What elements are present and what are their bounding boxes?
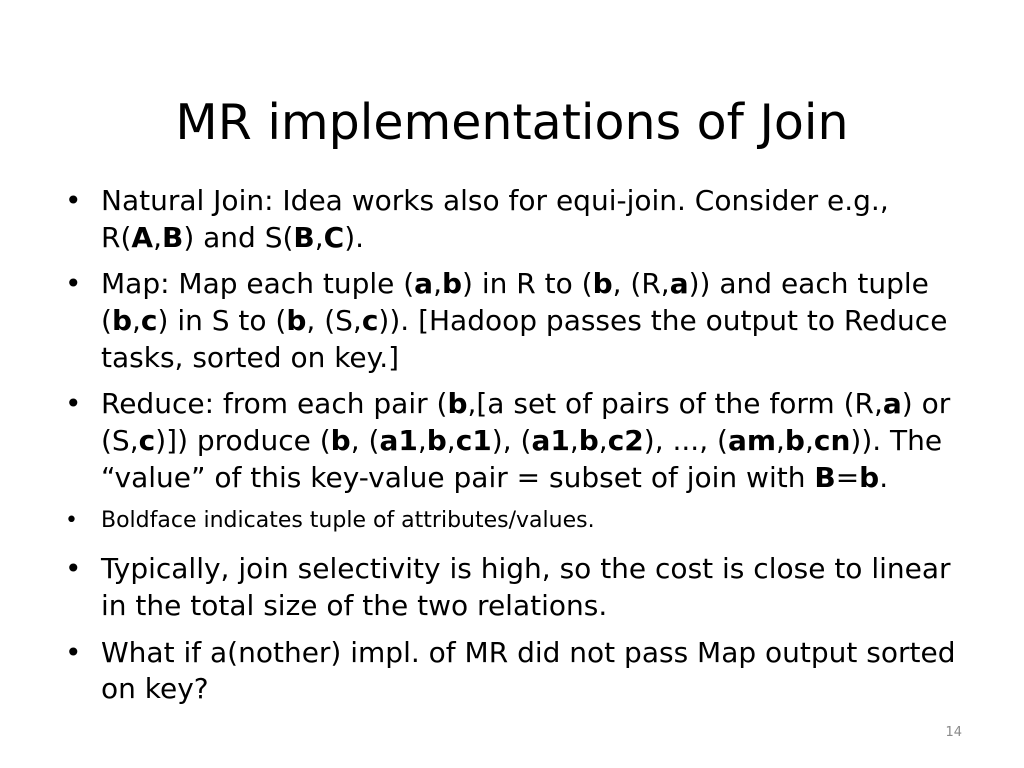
bullet-text xyxy=(101,508,595,533)
text-segment: ) in S to ( xyxy=(157,304,287,338)
bold-segment: a1 xyxy=(379,424,418,458)
bold-segment: c1 xyxy=(455,424,492,458)
bold-segment: a xyxy=(669,267,689,301)
bold-segment: am xyxy=(727,424,777,458)
bullet-item xyxy=(62,551,962,624)
text-segment: , xyxy=(433,267,442,301)
bold-segment: b xyxy=(859,460,880,494)
bold-segment: b xyxy=(447,387,468,421)
text-segment: ,[a set of pairs of the form (R, xyxy=(467,387,883,421)
bullet-icon: • xyxy=(65,387,82,421)
text-segment: , xyxy=(804,424,814,458)
text-segment: Map: Map each tuple ( xyxy=(101,267,415,301)
bold-segment: b xyxy=(592,267,613,301)
text-segment: ) or (S, xyxy=(101,387,951,458)
bold-segment: A xyxy=(131,220,154,254)
bold-segment: b xyxy=(426,424,447,458)
bullet-list xyxy=(62,183,962,718)
text-segment: ), ( xyxy=(491,424,532,458)
bold-segment: B xyxy=(814,460,836,494)
text-segment: ) in R to ( xyxy=(462,267,593,301)
bullet-item xyxy=(62,386,962,496)
bullet-text xyxy=(101,184,889,254)
bold-segment: cn xyxy=(813,424,851,458)
bold-segment: b xyxy=(784,424,805,458)
bold-segment: b xyxy=(286,304,307,338)
bullet-text xyxy=(101,552,951,622)
bullet-icon: • xyxy=(65,267,82,301)
text-segment: )). The “value” of this key-value pair = subset of join with xyxy=(101,424,943,494)
text-segment: ). xyxy=(344,220,365,254)
bold-segment: b xyxy=(578,424,599,458)
text-segment: . xyxy=(879,460,889,494)
bold-segment: b xyxy=(330,424,351,458)
text-segment: Reduce: from each pair ( xyxy=(101,387,448,421)
text-segment: , (R, xyxy=(612,267,670,301)
slide-number: 14 xyxy=(945,725,962,740)
bullet-icon: • xyxy=(65,552,82,586)
bold-segment: B xyxy=(293,220,315,254)
bullet-icon: • xyxy=(65,184,82,217)
text-segment: , xyxy=(153,220,162,254)
text-segment: )) and each tuple ( xyxy=(101,267,929,338)
text-segment: ) and S( xyxy=(183,220,294,254)
text-segment: , xyxy=(776,424,785,458)
text-segment: , ( xyxy=(350,424,380,458)
text-segment: What if a(nother) impl. of MR did not pass Map output sorted on key? xyxy=(101,635,956,706)
bold-segment: B xyxy=(161,220,184,254)
text-segment: , xyxy=(314,220,324,254)
bold-segment: C xyxy=(323,220,345,254)
text-segment: , xyxy=(446,424,456,458)
text-segment: , (S, xyxy=(306,304,362,338)
bold-segment: c xyxy=(140,304,158,338)
bullet-text xyxy=(101,387,950,493)
bullet-item xyxy=(62,183,962,256)
bullet-text xyxy=(101,267,947,373)
bullet-item xyxy=(62,266,962,376)
bold-segment: c xyxy=(361,304,379,338)
text-segment: )]) produce ( xyxy=(155,424,331,458)
text-segment: Natural Join: Idea works also for equi-join. Consider e.g., R( xyxy=(101,184,889,254)
bold-segment: a xyxy=(882,387,902,421)
bold-segment: b xyxy=(111,304,132,338)
slide-title: MR implementations of Join xyxy=(175,93,849,151)
bullet-item xyxy=(62,506,962,537)
bold-segment: c2 xyxy=(607,424,644,458)
text-segment: ), ..., ( xyxy=(643,424,728,458)
text-segment: , xyxy=(598,424,608,458)
bullet-text xyxy=(101,636,956,706)
text-segment: , xyxy=(131,304,141,338)
text-segment: , xyxy=(417,424,427,458)
bold-segment: a1 xyxy=(531,424,570,458)
bold-segment: b xyxy=(441,267,463,301)
bullet-item xyxy=(62,635,962,708)
text-segment: Boldface indicates tuple of attributes/values. xyxy=(101,508,595,534)
bold-segment: a xyxy=(414,267,434,301)
bullet-icon: • xyxy=(65,635,82,669)
text-segment: , xyxy=(569,424,579,458)
bullet-icon: • xyxy=(65,508,78,534)
text-segment: )). [Hadoop passes the output to Reduce tasks, sorted on key.] xyxy=(101,304,948,374)
text-segment: Typically, join selectivity is high, so the cost is close to linear in the total size of the two relations. xyxy=(101,552,951,622)
bold-segment: c xyxy=(138,424,156,458)
text-segment: = xyxy=(835,460,860,494)
